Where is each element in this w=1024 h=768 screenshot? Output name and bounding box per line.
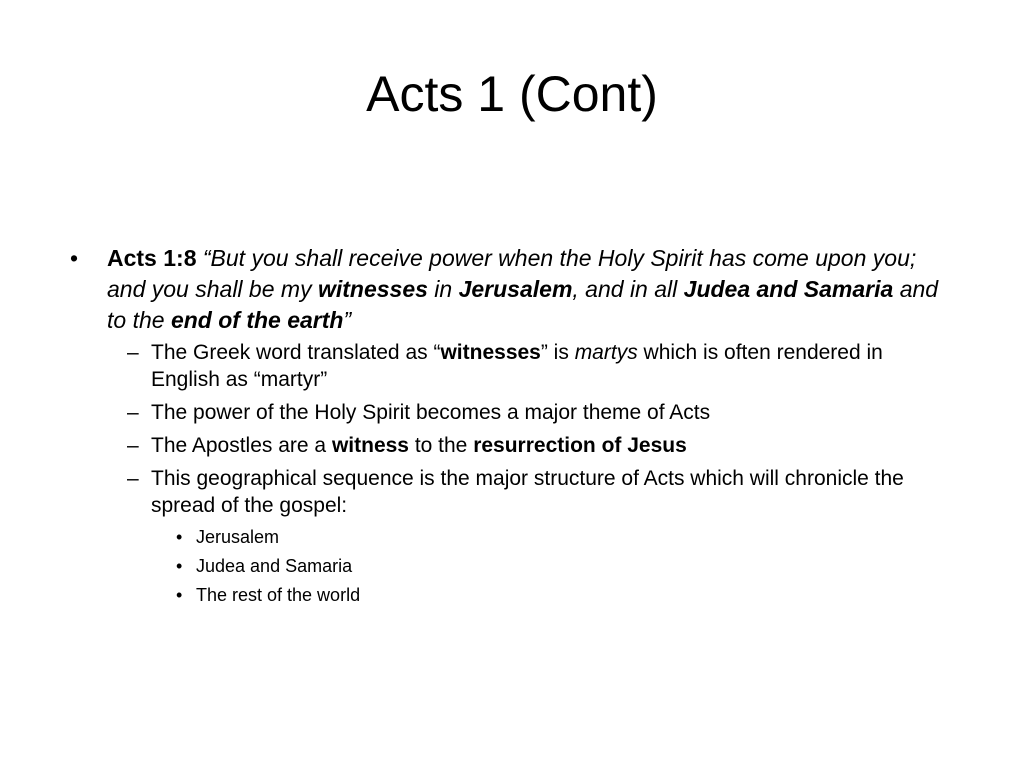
- dash-marker: –: [127, 401, 139, 424]
- place-item: [151, 581, 950, 610]
- sub-point-apostles-witness: [107, 432, 950, 459]
- place-label: Judea and Samaria: [196, 556, 353, 576]
- sub-point-text: ” is: [540, 341, 575, 364]
- sub-point-greek-word: [107, 339, 950, 393]
- verse-reference: Acts 1:8: [107, 245, 197, 271]
- place-item: [151, 523, 950, 552]
- bullet-marker: •: [70, 245, 79, 271]
- place-item: [151, 552, 950, 581]
- bullet-marker: •: [176, 585, 183, 605]
- verse-quote-part: in: [427, 276, 459, 302]
- slide-body: [70, 243, 950, 616]
- verse-emphasis-judea-samaria: Judea and Samaria: [683, 276, 894, 302]
- main-bullet: [70, 243, 950, 610]
- place-label: Jerusalem: [196, 527, 280, 547]
- sub-point-bold: witnesses: [440, 341, 541, 364]
- sub-point-text: to the: [408, 434, 474, 457]
- sub-point-text: which is often rendered in English as “martyr”: [151, 341, 883, 391]
- dash-marker: –: [127, 434, 139, 457]
- sub-point-italic: martys: [574, 341, 638, 364]
- verse-emphasis-jerusalem: Jerusalem: [458, 276, 573, 302]
- sub-point-text: This geographical sequence is the major structure of Acts which will chronicle the spread of the gospel:: [151, 467, 904, 517]
- dash-marker: –: [127, 467, 139, 490]
- sub-point-text: The Apostles are a: [151, 434, 332, 457]
- bullet-marker: •: [176, 527, 183, 547]
- sub-point-text: The power of the Holy Spirit becomes a major theme of Acts: [151, 401, 711, 424]
- sub-point-geography: [107, 465, 950, 610]
- verse-quote-part: “But you shall receive power when the Holy Spirit has come upon you; and you shall be my: [107, 245, 917, 302]
- sub-point-power-theme: [107, 399, 950, 426]
- dash-marker: –: [127, 341, 139, 364]
- verse-quote-part: , and in all: [572, 276, 684, 302]
- sub-points: [107, 339, 950, 610]
- places-list: [151, 523, 950, 610]
- sub-point-bold: witness: [331, 434, 409, 457]
- sub-point-bold: resurrection of Jesus: [473, 434, 687, 457]
- place-label: The rest of the world: [196, 585, 361, 605]
- verse-emphasis-witnesses: witnesses: [317, 276, 428, 302]
- verse-emphasis-end-of-earth: end of the earth: [170, 307, 344, 333]
- bullet-marker: •: [176, 556, 183, 576]
- slide-title: Acts 1 (Cont): [366, 66, 658, 122]
- verse-quote-part: and to the: [107, 276, 939, 333]
- verse-quote-part: ”: [343, 307, 352, 333]
- sub-point-text: The Greek word translated as “: [151, 341, 441, 364]
